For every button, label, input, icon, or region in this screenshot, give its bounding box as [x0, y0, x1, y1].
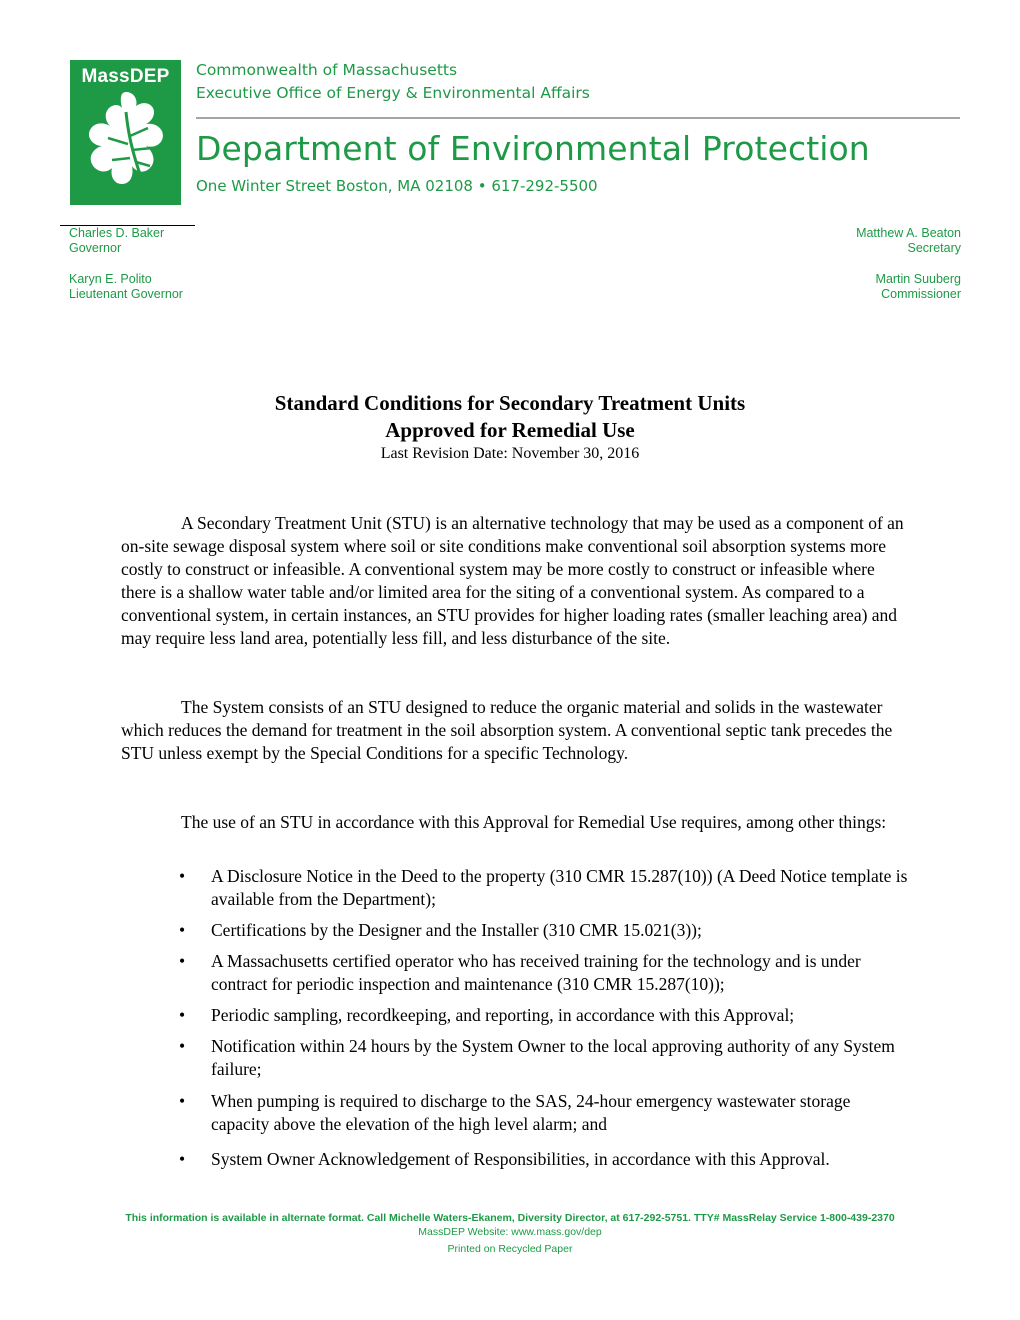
commissioner-block [876, 272, 961, 302]
paragraph-system [121, 696, 911, 765]
secretary-name: Matthew A. Beaton [856, 226, 961, 240]
oak-leaf-icon [80, 88, 172, 200]
governor-block [69, 226, 164, 256]
paragraph-requirements [121, 811, 911, 834]
lt-governor-block [69, 272, 183, 302]
bullet-icon: • [179, 920, 186, 940]
bullet-icon: • [179, 1149, 186, 1169]
list-item: • Notification within 24 hours by the System Owner to the local approving authority of any System failure; [179, 1036, 895, 1079]
logo-text: MassDEP [81, 66, 170, 87]
header-executive-office: Executive Office of Energy & Environmental Affairs [196, 84, 590, 102]
governor-title: Governor [69, 241, 122, 255]
paragraph-intro [121, 512, 911, 650]
paragraph-requirements-text: The use of an STU in accordance with this Approval for Remedial Use requires, among other things: [181, 812, 887, 832]
massdep-logo [70, 60, 181, 205]
bullet-icon: • [179, 866, 186, 886]
bullet-icon: • [179, 1005, 186, 1025]
header-divider [196, 117, 960, 119]
commissioner-name: Martin Suuberg [875, 272, 961, 286]
governor-name: Charles D. Baker [69, 226, 165, 240]
secretary-title: Secretary [907, 241, 961, 255]
header-commonwealth: Commonwealth of Massachusetts [196, 61, 458, 79]
footer-website: MassDEP Website: www.mass.gov/dep [418, 1226, 602, 1238]
bullet-icon: • [179, 1091, 186, 1111]
list-item: • Certifications by the Designer and the Installer (310 CMR 15.021(3)); [179, 920, 702, 940]
commissioner-title: Commissioner [881, 287, 961, 301]
list-item: • A Disclosure Notice in the Deed to the property (310 CMR 15.287(10)) (A Deed Notice template is available from the Department); [179, 866, 908, 909]
paragraph-system-text: The System consists of an STU designed to reduce the organic material and solids in the wastewater which reduces the demand for treatment in the soil absorption system. A conventional septic tank precedes the STU unless exempt by the Special Conditions for a specific Technology. [121, 697, 893, 763]
revision-date: Last Revision Date: November 30, 2016 [380, 445, 640, 462]
list-item: • Periodic sampling, recordkeeping, and reporting, in accordance with this Approval; [179, 1005, 795, 1025]
secretary-block [856, 226, 961, 256]
paragraph-intro-text: A Secondary Treatment Unit (STU) is an alternative technology that may be used as a component of an on-site sewage disposal system where soil or site conditions make conventional soil absorption systems more costly to construct or infeasible. A conventional system may be more costly to construct or infeasible where there is a shallow water table and/or limited area for the siting of a conventional system. As compared to a conventional system, in certain instances, an STU provides for higher loading rates (smaller leaching area) and may require less land area, potentially less fill, and less disturbance of the site. [121, 513, 904, 648]
header-department: Department of Environmental Protection [196, 129, 870, 168]
list-item: • A Massachusetts certified operator who has received training for the technology and is under contract for periodic inspection and maintenance (310 CMR 15.287(10)); [179, 951, 861, 994]
bullet-icon: • [179, 1036, 186, 1056]
header-address: One Winter Street Boston, MA 02108 • 617-292-5500 [196, 177, 598, 195]
footer-recycled: Printed on Recycled Paper [447, 1243, 573, 1255]
bullet-icon: • [179, 951, 186, 971]
document-title-line1: Standard Conditions for Secondary Treatment Units [274, 391, 746, 415]
document-title-line2: Approved for Remedial Use [385, 418, 635, 442]
lt-governor-title: Lieutenant Governor [69, 287, 183, 301]
lt-governor-name: Karyn E. Polito [69, 272, 152, 286]
list-item: • When pumping is required to discharge to the SAS, 24-hour emergency wastewater storage capacity above the elevation of the high level alarm; and [179, 1091, 851, 1134]
footer-accessibility: This information is available in alternate format. Call Michelle Waters-Ekanem, Diversity Director, at 617-292-5751. TTY# MassRelay Service 1-800-439-2370 [125, 1212, 895, 1224]
list-item: • System Owner Acknowledgement of Responsibilities, in accordance with this Approval. [179, 1149, 830, 1169]
